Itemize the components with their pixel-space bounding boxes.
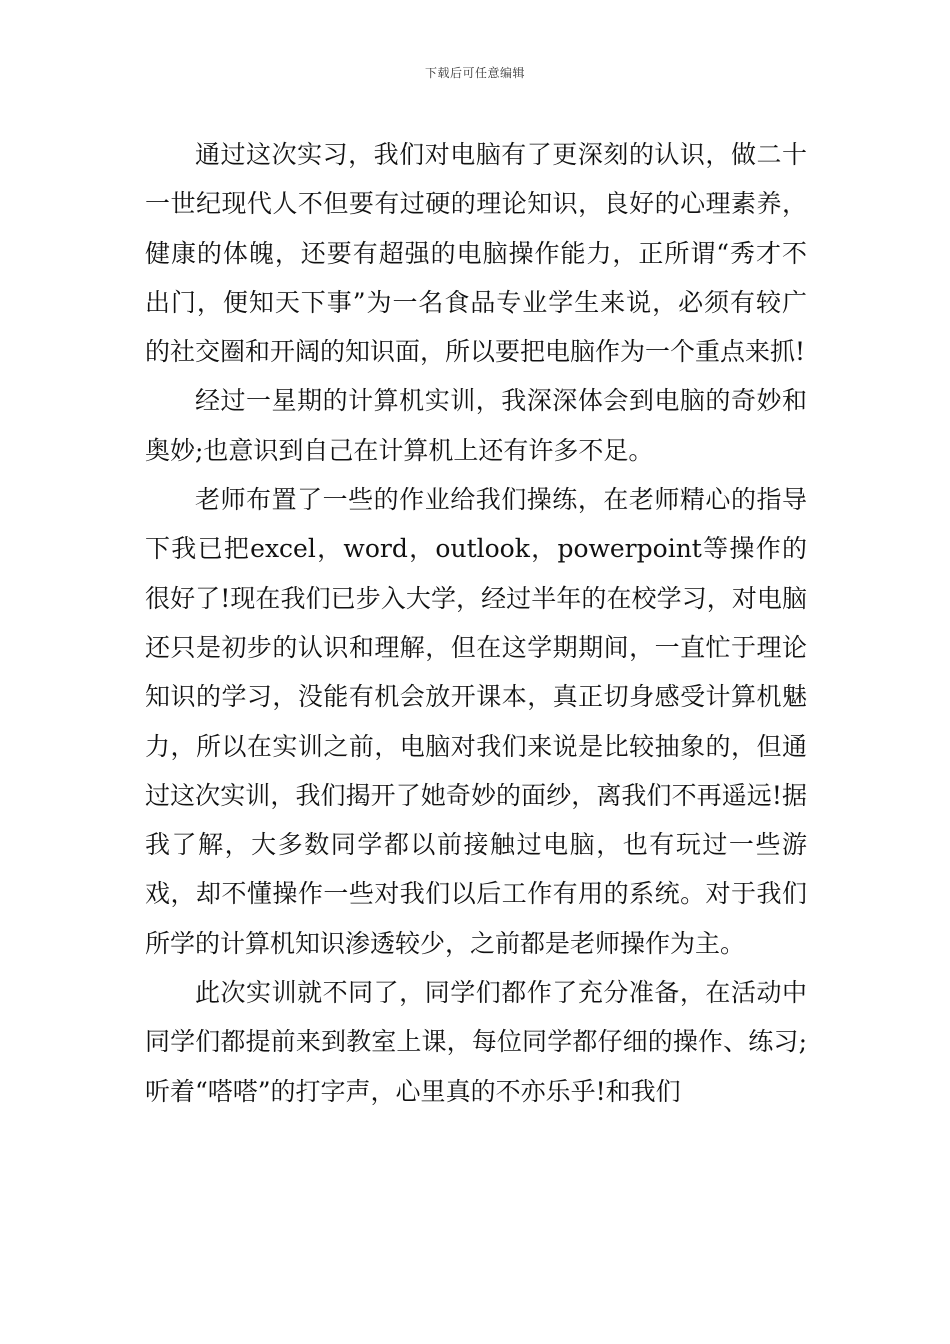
document-body bbox=[145, 130, 807, 1116]
paragraph-3: 老师布置了一些的作业给我们操练，在老师精心的指导下我已把excel，word，outlook，powerpoint等操作的很好了!现在我们已步入大学，经过半年的在校学习，对电脑还只是初步的认识和理解，但在这学期期间，一直忙于理论知识的学习，没能有机会放开课本，真正切身感受计算机魅力，所以在实训之前，电脑对我们来说是比较抽象的，但通过这次实训，我们揭开了她奇妙的面纱，离我们不再遥远!据我了解，大多数同学都以前接触过电脑，也有玩过一些游戏，却不懂操作一些对我们以后工作有用的系统。对于我们所学的计算机知识渗透较少，之前都是老师操作为主。 bbox=[145, 485, 807, 958]
page-header: 下载后可任意编辑 bbox=[424, 66, 525, 80]
paragraph-2: 经过一星期的计算机实训，我深深体会到电脑的奇妙和奥妙;也意识到自己在计算机上还有许多不足。 bbox=[145, 386, 807, 465]
paragraph-1: 通过这次实习，我们对电脑有了更深刻的认识，做二十一世纪现代人不但要有过硬的理论知识，良好的心理素养，健康的体魄，还要有超强的电脑操作能力，正所谓“秀才不出门，便知天下事”为一名食品专业学生来说，必须有较广的社交圈和开阔的知识面，所以要把电脑作为一个重点来抓! bbox=[145, 140, 807, 367]
paragraph-4: 此次实训就不同了，同学们都作了充分准备，在活动中同学们都提前来到教室上课，每位同学都仔细的操作、练习;听着“嗒嗒”的打字声，心里真的不亦乐乎!和我们 bbox=[145, 978, 807, 1106]
